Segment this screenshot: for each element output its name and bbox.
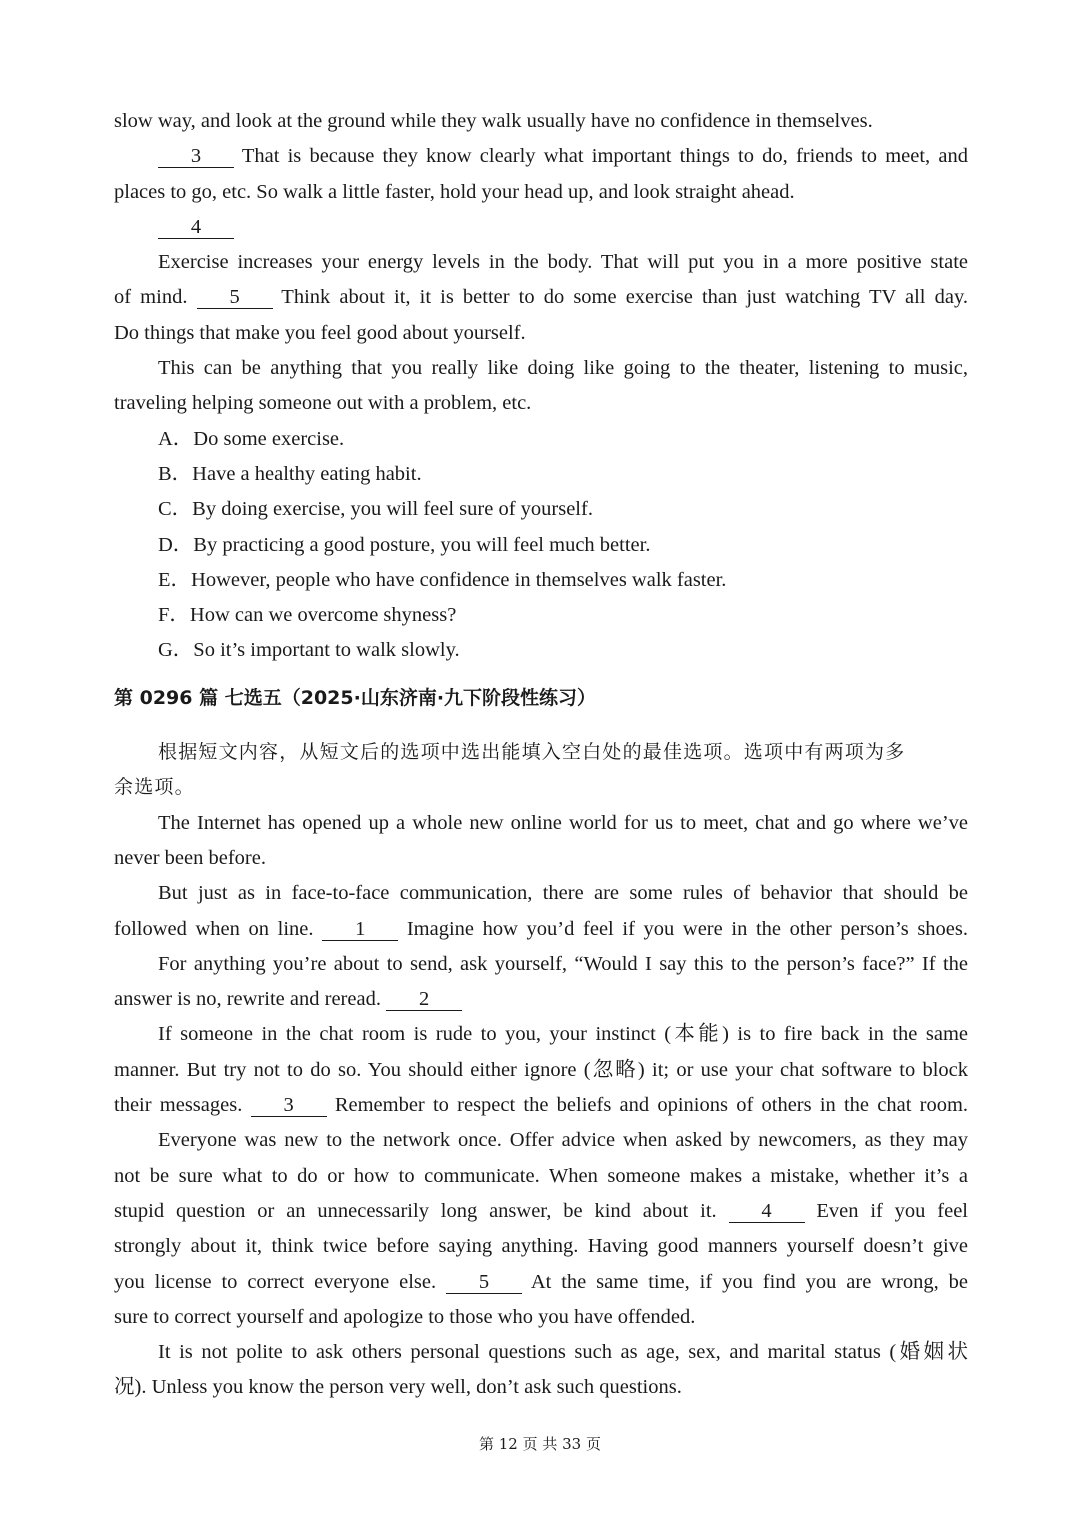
paragraph-line: The Internet has opened up a whole new online world for us to meet, chat and go where we’ve bbox=[158, 811, 968, 834]
answer-blank: 4 bbox=[158, 216, 234, 239]
paragraph-text: Even if you feel bbox=[816, 1199, 968, 1222]
instruction-line: 余选项。 bbox=[114, 776, 195, 799]
paragraph-line: If someone in the chat room is rude to you, your instinct (本能) is to fire back in the same bbox=[158, 1023, 968, 1046]
paragraph-text: you license to correct everyone else. bbox=[114, 1270, 437, 1293]
paragraph-text: their messages. bbox=[114, 1094, 243, 1117]
paragraph-line: 况). Unless you know the person very well, don’t ask such questions. bbox=[114, 1376, 682, 1399]
paragraph-line bbox=[114, 280, 968, 315]
paragraph-line: strongly about it, think twice before saying anything. Having good manners yourself doesn’t give bbox=[114, 1235, 968, 1258]
paragraph-line bbox=[114, 210, 968, 245]
paragraph-text: That is because they know clearly what important things to do, friends to meet, and bbox=[241, 145, 968, 168]
section-title: 第 0296 篇 七选五（2025·山东济南·九下阶段性练习） bbox=[114, 686, 597, 709]
paragraph-line bbox=[114, 139, 968, 174]
paragraph-text: Think about it, it is better to do some exercise than just watching TV all day. bbox=[281, 286, 968, 309]
paragraph-text: followed when on line. bbox=[114, 917, 314, 940]
option-d: D．By practicing a good posture, you will feel much better. bbox=[158, 533, 651, 556]
paragraph-text: Imagine how you’d feel if you were in the other person’s shoes. bbox=[406, 917, 969, 940]
paragraph-line: manner. But try not to do so. You should either ignore (忽略) it; or use your chat software to block bbox=[114, 1058, 968, 1081]
paragraph-line: sure to correct yourself and apologize to those who you have offended. bbox=[114, 1305, 696, 1328]
paragraph-line: This can be anything that you really like doing like going to the theater, listening to music, bbox=[158, 357, 968, 380]
paragraph-line: places to go, etc. So walk a little faster, hold your head up, and look straight ahead. bbox=[114, 180, 795, 203]
option-c: C．By doing exercise, you will feel sure of yourself. bbox=[158, 498, 593, 521]
option-e: E．However, people who have confidence in themselves walk faster. bbox=[158, 568, 727, 591]
answer-blank: 2 bbox=[386, 988, 462, 1011]
paragraph-line: Everyone was new to the network once. Offer advice when asked by newcomers, as they may bbox=[158, 1129, 968, 1152]
option-a: A．Do some exercise. bbox=[158, 427, 345, 450]
paragraph-line: traveling helping someone out with a problem, etc. bbox=[114, 392, 532, 415]
paragraph-line: slow way, and look at the ground while they walk usually have no confidence in themselves. bbox=[114, 110, 873, 132]
page-footer: 第 12 页 共 33 页 bbox=[478, 1435, 601, 1453]
instruction-line: 根据短文内容，从短文后的选项中选出能填入空白处的最佳选项。选项中有两项为多 bbox=[158, 741, 906, 764]
answer-blank: 5 bbox=[446, 1271, 522, 1294]
answer-blank: 5 bbox=[197, 286, 273, 309]
option-f: F．How can we overcome shyness? bbox=[158, 604, 457, 627]
paragraph-line bbox=[114, 982, 968, 1017]
paragraph-line: never been before. bbox=[114, 846, 266, 869]
option-g: G．So it’s important to walk slowly. bbox=[158, 639, 460, 662]
paragraph-line bbox=[114, 912, 968, 947]
paragraph-text: stupid question or an unnecessarily long answer, be kind about it. bbox=[114, 1199, 717, 1222]
paragraph-line bbox=[114, 1194, 968, 1229]
paragraph-line: Do things that make you feel good about yourself. bbox=[114, 321, 526, 344]
document-page bbox=[114, 104, 968, 1406]
paragraph-text: At the same time, if you find you are wrong, be bbox=[530, 1270, 968, 1293]
paragraph-line: It is not polite to ask others personal questions such as age, sex, and marital status (婚姻状 bbox=[158, 1341, 968, 1364]
answer-blank: 3 bbox=[251, 1094, 327, 1117]
option-b: B．Have a healthy eating habit. bbox=[158, 462, 422, 485]
answer-blank: 4 bbox=[729, 1200, 805, 1223]
paragraph-line bbox=[114, 1265, 968, 1300]
paragraph-line: not be sure what to do or how to communicate. When someone makes a mistake, whether it’s a bbox=[114, 1164, 968, 1187]
paragraph-text: Remember to respect the beliefs and opinions of others in the chat room. bbox=[334, 1094, 969, 1117]
paragraph-line bbox=[114, 1088, 968, 1123]
paragraph-line: But just as in face-to-face communication, there are some rules of behavior that should be bbox=[158, 882, 968, 905]
answer-blank: 3 bbox=[158, 145, 234, 168]
paragraph-line: Exercise increases your energy levels in the body. That will put you in a more positive state bbox=[158, 251, 968, 274]
answer-blank: 1 bbox=[322, 918, 398, 941]
paragraph-text: of mind. bbox=[114, 286, 188, 309]
paragraph-text: answer is no, rewrite and reread. bbox=[114, 988, 381, 1011]
paragraph-line: For anything you’re about to send, ask yourself, “Would I say this to the person’s face?” If the bbox=[158, 952, 968, 975]
